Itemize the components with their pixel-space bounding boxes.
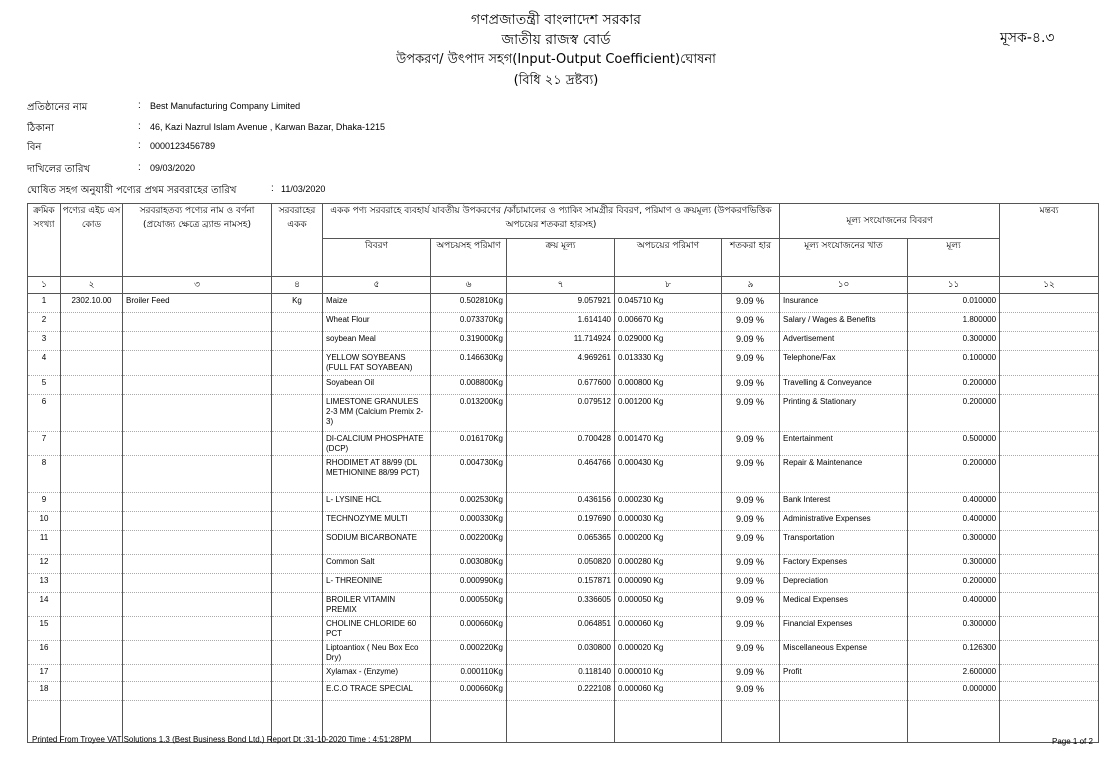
percent-rate-cell: 9.09 % <box>722 641 780 665</box>
va-value-cell: 0.300000 <box>908 555 1000 574</box>
unit-cell <box>272 493 323 512</box>
purchase-price-cell: 11.714924 <box>507 332 615 351</box>
product-name-cell <box>123 665 272 682</box>
percent-rate-cell: 9.09 % <box>722 665 780 682</box>
waste-qty-cell: 0.013330 Kg <box>615 351 722 376</box>
product-name-cell <box>123 313 272 332</box>
submit-date-label: দাখিলের তারিখ <box>27 164 91 175</box>
form-number: মূসক-৪.৩ <box>1000 30 1055 46</box>
qty-with-waste-cell: 0.016170Kg <box>431 432 507 456</box>
input-item-cell: Maize <box>323 294 431 313</box>
bin-label: বিন <box>27 142 42 153</box>
remarks-cell <box>1000 395 1099 432</box>
qty-with-waste-cell: 0.000660Kg <box>431 617 507 641</box>
header-title: উপকরণ/ উৎপাদ সহগ(Input-Output Coefficient)ঘোষনা <box>396 52 716 67</box>
hs-code-cell <box>61 432 123 456</box>
waste-qty-cell: 0.001470 Kg <box>615 432 722 456</box>
va-value-cell: 0.000000 <box>908 682 1000 701</box>
va-value-cell: 1.800000 <box>908 313 1000 332</box>
input-item-cell: YELLOW SOYBEANS (FULL FAT SOYABEAN) <box>323 351 431 376</box>
table-row <box>28 332 1099 351</box>
waste-qty-cell: 0.000230 Kg <box>615 493 722 512</box>
va-value-cell: 0.500000 <box>908 432 1000 456</box>
input-item-cell: TECHNOZYME MULTI <box>323 512 431 531</box>
percent-rate-cell: 9.09 % <box>722 512 780 531</box>
remarks-cell <box>1000 493 1099 512</box>
first-supply-label: ঘোষিত সহগ অনুযায়ী পণ্যের প্রথম সরবরাহের তারিখ <box>27 185 237 196</box>
col-header-waste-qty: অপচয়ের পরিমাণ <box>615 239 722 277</box>
input-item-cell: BROILER VITAMIN PREMIX <box>323 593 431 617</box>
remarks-cell <box>1000 376 1099 395</box>
percent-rate-cell: 9.09 % <box>722 432 780 456</box>
va-head-cell: Repair & Maintenance <box>780 456 908 493</box>
purchase-price-cell: 0.065365 <box>507 531 615 555</box>
qty-with-waste-cell: 0.002200Kg <box>431 531 507 555</box>
remarks-cell <box>1000 456 1099 493</box>
empty-cell <box>780 701 908 743</box>
va-head-cell <box>780 682 908 701</box>
va-value-cell: 0.400000 <box>908 493 1000 512</box>
separator: : <box>138 162 141 173</box>
waste-qty-cell: 0.000430 Kg <box>615 456 722 493</box>
hs-code-cell <box>61 617 123 641</box>
product-name-cell <box>123 512 272 531</box>
product-name-cell <box>123 531 272 555</box>
separator: : <box>138 100 141 111</box>
col-header-va-head: মূল্য সংযোজনের খাত <box>780 239 908 277</box>
purchase-price-cell: 0.336605 <box>507 593 615 617</box>
product-name-cell <box>123 332 272 351</box>
unit-cell <box>272 593 323 617</box>
waste-qty-cell: 0.000020 Kg <box>615 641 722 665</box>
empty-cell <box>722 701 780 743</box>
remarks-cell <box>1000 531 1099 555</box>
serial-cell: 12 <box>28 555 61 574</box>
table-row <box>28 682 1099 701</box>
percent-rate-cell: 9.09 % <box>722 351 780 376</box>
input-item-cell: Wheat Flour <box>323 313 431 332</box>
hs-code-cell <box>61 641 123 665</box>
company-label: প্রতিষ্ঠানের নাম <box>27 102 88 113</box>
info-company <box>27 100 927 114</box>
table-row <box>28 313 1099 332</box>
empty-cell <box>908 701 1000 743</box>
qty-with-waste-cell: 0.013200Kg <box>431 395 507 432</box>
percent-rate-cell: 9.09 % <box>722 555 780 574</box>
product-name-cell <box>123 617 272 641</box>
table-row <box>28 574 1099 593</box>
remarks-cell <box>1000 351 1099 376</box>
product-name-cell <box>123 493 272 512</box>
serial-cell: 1 <box>28 294 61 313</box>
qty-with-waste-cell: 0.008800Kg <box>431 376 507 395</box>
va-value-cell: 0.400000 <box>908 512 1000 531</box>
waste-qty-cell: 0.000010 Kg <box>615 665 722 682</box>
empty-cell <box>615 701 722 743</box>
col-header-percent-rate: শতকরা হার <box>722 239 780 277</box>
col-header-hs-code: পণ্যের এইচ এস কোড <box>61 204 123 277</box>
percent-rate-cell: 9.09 % <box>722 395 780 432</box>
column-number: ১২ <box>1000 277 1099 294</box>
percent-rate-cell: 9.09 % <box>722 493 780 512</box>
unit-cell <box>272 432 323 456</box>
col-header-purchase-price: ক্রয় মূল্য <box>507 239 615 277</box>
address-label: ঠিকানা <box>27 123 54 134</box>
input-item-cell: E.C.O TRACE SPECIAL <box>323 682 431 701</box>
hs-code-cell <box>61 395 123 432</box>
col-header-inputs-group: একক পণ্য সরবরাহে ব্যবহার্য যাবতীয় উপকরণের /কাঁচামালের ও প্যাকিং সামগ্রীর বিবরণ, পরিমাণ ও ক্রয়মূল্য (উপকরণভিত্তিক অপচয়ের শতকরা হারসহ) <box>323 204 780 239</box>
serial-cell: 2 <box>28 313 61 332</box>
percent-rate-cell: 9.09 % <box>722 682 780 701</box>
waste-qty-cell: 0.000800 Kg <box>615 376 722 395</box>
purchase-price-cell: 0.157871 <box>507 574 615 593</box>
hs-code-cell <box>61 493 123 512</box>
hs-code-cell <box>61 555 123 574</box>
remarks-cell <box>1000 593 1099 617</box>
qty-with-waste-cell: 0.502810Kg <box>431 294 507 313</box>
table-row <box>28 294 1099 313</box>
serial-cell: 14 <box>28 593 61 617</box>
table-row <box>28 593 1099 617</box>
hs-code-cell <box>61 351 123 376</box>
serial-cell: 10 <box>28 512 61 531</box>
qty-with-waste-cell: 0.000330Kg <box>431 512 507 531</box>
remarks-cell <box>1000 332 1099 351</box>
va-value-cell: 0.300000 <box>908 617 1000 641</box>
serial-cell: 13 <box>28 574 61 593</box>
input-item-cell: DI-CALCIUM PHOSPHATE (DCP) <box>323 432 431 456</box>
va-head-cell: Bank Interest <box>780 493 908 512</box>
va-head-cell: Travelling & Conveyance <box>780 376 908 395</box>
unit-cell <box>272 531 323 555</box>
percent-rate-cell: 9.09 % <box>722 294 780 313</box>
col-header-unit: সরবরাহের একক <box>272 204 323 277</box>
va-head-cell: Medical Expenses <box>780 593 908 617</box>
info-submit-date <box>27 162 927 176</box>
col-header-value-add-group: মূল্য সংযোজনের বিবরণ <box>780 204 1000 239</box>
company-value: Best Manufacturing Company Limited <box>150 101 301 111</box>
qty-with-waste-cell: 0.003080Kg <box>431 555 507 574</box>
purchase-price-cell: 1.614140 <box>507 313 615 332</box>
remarks-cell <box>1000 574 1099 593</box>
input-item-cell: CHOLINE CHLORIDE 60 PCT <box>323 617 431 641</box>
unit-cell <box>272 555 323 574</box>
purchase-price-cell: 0.677600 <box>507 376 615 395</box>
first-supply-value: 11/03/2020 <box>281 184 326 194</box>
waste-qty-cell: 0.000060 Kg <box>615 617 722 641</box>
qty-with-waste-cell: 0.004730Kg <box>431 456 507 493</box>
waste-qty-cell: 0.045710 Kg <box>615 294 722 313</box>
hs-code-cell <box>61 376 123 395</box>
hs-code-cell: 2302.10.00 <box>61 294 123 313</box>
product-name-cell <box>123 593 272 617</box>
purchase-price-cell: 0.079512 <box>507 395 615 432</box>
purchase-price-cell: 0.118140 <box>507 665 615 682</box>
table-row <box>28 617 1099 641</box>
table-row <box>28 665 1099 682</box>
remarks-cell <box>1000 682 1099 701</box>
product-name-cell <box>123 641 272 665</box>
table-row <box>28 493 1099 512</box>
waste-qty-cell: 0.001200 Kg <box>615 395 722 432</box>
hs-code-cell <box>61 456 123 493</box>
va-head-cell: Factory Expenses <box>780 555 908 574</box>
hs-code-cell <box>61 313 123 332</box>
column-number: ১১ <box>908 277 1000 294</box>
percent-rate-cell: 9.09 % <box>722 593 780 617</box>
column-number: ৩ <box>123 277 272 294</box>
va-head-cell: Depreciation <box>780 574 908 593</box>
address-value: 46, Kazi Nazrul Islam Avenue , Karwan Bazar, Dhaka-1215 <box>150 122 385 132</box>
column-number-row <box>28 277 1099 294</box>
serial-cell: 8 <box>28 456 61 493</box>
qty-with-waste-cell: 0.319000Kg <box>431 332 507 351</box>
purchase-price-cell: 0.436156 <box>507 493 615 512</box>
info-bin <box>27 140 927 154</box>
serial-cell: 17 <box>28 665 61 682</box>
product-name-cell <box>123 574 272 593</box>
column-number: ২ <box>61 277 123 294</box>
hs-code-cell <box>61 332 123 351</box>
input-item-cell: LIMESTONE GRANULES 2-3 MM (Calcium Premix 2-3) <box>323 395 431 432</box>
col-header-description: বিবরণ <box>323 239 431 277</box>
purchase-price-cell: 0.222108 <box>507 682 615 701</box>
remarks-cell <box>1000 555 1099 574</box>
serial-cell: 11 <box>28 531 61 555</box>
purchase-price-cell: 0.064851 <box>507 617 615 641</box>
va-head-cell: Profit <box>780 665 908 682</box>
serial-cell: 18 <box>28 682 61 701</box>
purchase-price-cell: 0.700428 <box>507 432 615 456</box>
input-item-cell: RHODIMET AT 88/99 (DL METHIONINE 88/99 PCT) <box>323 456 431 493</box>
va-head-cell: Telephone/Fax <box>780 351 908 376</box>
table-row <box>28 531 1099 555</box>
table-row <box>28 432 1099 456</box>
unit-cell <box>272 351 323 376</box>
purchase-price-cell: 9.057921 <box>507 294 615 313</box>
table-row <box>28 512 1099 531</box>
separator: : <box>271 183 274 194</box>
hs-code-cell <box>61 593 123 617</box>
hs-code-cell <box>61 512 123 531</box>
qty-with-waste-cell: 0.073370Kg <box>431 313 507 332</box>
product-name-cell <box>123 456 272 493</box>
remarks-cell <box>1000 641 1099 665</box>
table-row <box>28 376 1099 395</box>
unit-cell <box>272 641 323 665</box>
info-address <box>27 121 927 135</box>
remarks-cell <box>1000 313 1099 332</box>
purchase-price-cell: 0.030800 <box>507 641 615 665</box>
io-coefficient-table <box>27 203 1099 743</box>
table-row <box>28 555 1099 574</box>
column-number: ৫ <box>323 277 431 294</box>
col-header-remarks: মন্তব্য <box>1000 204 1099 277</box>
va-head-cell: Miscellaneous Expense <box>780 641 908 665</box>
serial-cell: 9 <box>28 493 61 512</box>
percent-rate-cell: 9.09 % <box>722 376 780 395</box>
qty-with-waste-cell: 0.000990Kg <box>431 574 507 593</box>
unit-cell <box>272 665 323 682</box>
serial-cell: 6 <box>28 395 61 432</box>
col-header-serial: ক্রমিক সংখ্যা <box>28 204 61 277</box>
percent-rate-cell: 9.09 % <box>722 332 780 351</box>
waste-qty-cell: 0.000050 Kg <box>615 593 722 617</box>
qty-with-waste-cell: 0.000550Kg <box>431 593 507 617</box>
waste-qty-cell: 0.029000 Kg <box>615 332 722 351</box>
percent-rate-cell: 9.09 % <box>722 313 780 332</box>
product-name-cell <box>123 351 272 376</box>
hs-code-cell <box>61 574 123 593</box>
waste-qty-cell: 0.000090 Kg <box>615 574 722 593</box>
va-value-cell: 2.600000 <box>908 665 1000 682</box>
serial-cell: 7 <box>28 432 61 456</box>
va-value-cell: 0.010000 <box>908 294 1000 313</box>
table-row <box>28 641 1099 665</box>
header-government: গণপ্রজাতন্ত্রী বাংলাদেশ সরকার <box>471 12 641 28</box>
unit-cell <box>272 617 323 641</box>
waste-qty-cell: 0.000060 Kg <box>615 682 722 701</box>
submit-date-value: 09/03/2020 <box>150 163 196 173</box>
product-name-cell <box>123 395 272 432</box>
separator: : <box>138 121 141 132</box>
percent-rate-cell: 9.09 % <box>722 574 780 593</box>
column-number: ৯ <box>722 277 780 294</box>
remarks-cell <box>1000 512 1099 531</box>
column-number: ১ <box>28 277 61 294</box>
table-row <box>28 351 1099 376</box>
table-row <box>28 456 1099 493</box>
va-head-cell: Printing & Stationary <box>780 395 908 432</box>
hs-code-cell <box>61 682 123 701</box>
empty-cell <box>431 701 507 743</box>
unit-cell <box>272 574 323 593</box>
va-value-cell: 0.300000 <box>908 332 1000 351</box>
input-item-cell: L- THREONINE <box>323 574 431 593</box>
va-head-cell: Entertainment <box>780 432 908 456</box>
purchase-price-cell: 0.197690 <box>507 512 615 531</box>
va-value-cell: 0.400000 <box>908 593 1000 617</box>
waste-qty-cell: 0.000200 Kg <box>615 531 722 555</box>
percent-rate-cell: 9.09 % <box>722 617 780 641</box>
col-header-product-name: সরবরাহতব্য পণ্যের নাম ও বর্ণনা (প্রযোজ্য ক্ষেত্রে ব্র্যান্ড নামসহ) <box>123 204 272 277</box>
input-item-cell: soybean Meal <box>323 332 431 351</box>
table-row <box>28 395 1099 432</box>
column-number: ৭ <box>507 277 615 294</box>
product-name-cell <box>123 432 272 456</box>
unit-cell <box>272 456 323 493</box>
column-number: ৮ <box>615 277 722 294</box>
va-head-cell: Advertisement <box>780 332 908 351</box>
empty-cell <box>507 701 615 743</box>
serial-cell: 4 <box>28 351 61 376</box>
unit-cell <box>272 332 323 351</box>
waste-qty-cell: 0.006670 Kg <box>615 313 722 332</box>
unit-cell <box>272 512 323 531</box>
va-value-cell: 0.200000 <box>908 574 1000 593</box>
purchase-price-cell: 4.969261 <box>507 351 615 376</box>
serial-cell: 5 <box>28 376 61 395</box>
unit-cell <box>272 313 323 332</box>
remarks-cell <box>1000 665 1099 682</box>
input-item-cell: Liptoantiox ( Neu Box Eco Dry) <box>323 641 431 665</box>
qty-with-waste-cell: 0.000110Kg <box>431 665 507 682</box>
va-head-cell: Administrative Expenses <box>780 512 908 531</box>
input-item-cell: L- LYSINE HCL <box>323 493 431 512</box>
print-info: Printed From Troyee VAT Solutions 1.3 (Best Business Bond Ltd.) Report Dt :31-10-2020 Time : 4:51:28PM <box>32 735 412 744</box>
product-name-cell <box>123 555 272 574</box>
va-head-cell: Insurance <box>780 294 908 313</box>
va-value-cell: 0.100000 <box>908 351 1000 376</box>
col-header-va-value: মূল্য <box>908 239 1000 277</box>
qty-with-waste-cell: 0.000660Kg <box>431 682 507 701</box>
page-indicator: Page 1 of 2 <box>1052 737 1093 746</box>
col-header-qty-with-waste: অপচয়সহ পরিমাণ <box>431 239 507 277</box>
va-head-cell: Financial Expenses <box>780 617 908 641</box>
header-rule-ref: (বিধি ২১ দ্রষ্টব্য) <box>513 73 599 88</box>
serial-cell: 16 <box>28 641 61 665</box>
header-nbr: জাতীয় রাজস্ব বোর্ড <box>501 32 611 48</box>
va-value-cell: 0.200000 <box>908 395 1000 432</box>
percent-rate-cell: 9.09 % <box>722 456 780 493</box>
remarks-cell <box>1000 617 1099 641</box>
input-item-cell: SODIUM BICARBONATE <box>323 531 431 555</box>
purchase-price-cell: 0.050820 <box>507 555 615 574</box>
input-item-cell: Xylamax - (Enzyme) <box>323 665 431 682</box>
serial-cell: 3 <box>28 332 61 351</box>
info-first-supply-date <box>27 183 927 197</box>
va-head-cell: Transportation <box>780 531 908 555</box>
unit-cell <box>272 376 323 395</box>
percent-rate-cell: 9.09 % <box>722 531 780 555</box>
unit-cell <box>272 395 323 432</box>
product-name-cell <box>123 376 272 395</box>
input-item-cell: Soyabean Oil <box>323 376 431 395</box>
unit-cell: Kg <box>272 294 323 313</box>
column-number: ১০ <box>780 277 908 294</box>
va-value-cell: 0.200000 <box>908 376 1000 395</box>
hs-code-cell <box>61 665 123 682</box>
qty-with-waste-cell: 0.146630Kg <box>431 351 507 376</box>
va-value-cell: 0.126300 <box>908 641 1000 665</box>
waste-qty-cell: 0.000030 Kg <box>615 512 722 531</box>
va-value-cell: 0.200000 <box>908 456 1000 493</box>
qty-with-waste-cell: 0.002530Kg <box>431 493 507 512</box>
separator: : <box>138 140 141 151</box>
qty-with-waste-cell: 0.000220Kg <box>431 641 507 665</box>
hs-code-cell <box>61 531 123 555</box>
bin-value: 0000123456789 <box>150 141 216 151</box>
input-item-cell: Common Salt <box>323 555 431 574</box>
waste-qty-cell: 0.000280 Kg <box>615 555 722 574</box>
unit-cell <box>272 682 323 701</box>
product-name-cell: Broiler Feed <box>123 294 272 313</box>
va-head-cell: Salary / Wages & Benefits <box>780 313 908 332</box>
column-number: ৪ <box>272 277 323 294</box>
remarks-cell <box>1000 432 1099 456</box>
serial-cell: 15 <box>28 617 61 641</box>
product-name-cell <box>123 682 272 701</box>
remarks-cell <box>1000 294 1099 313</box>
va-value-cell: 0.300000 <box>908 531 1000 555</box>
purchase-price-cell: 0.464766 <box>507 456 615 493</box>
column-number: ৬ <box>431 277 507 294</box>
